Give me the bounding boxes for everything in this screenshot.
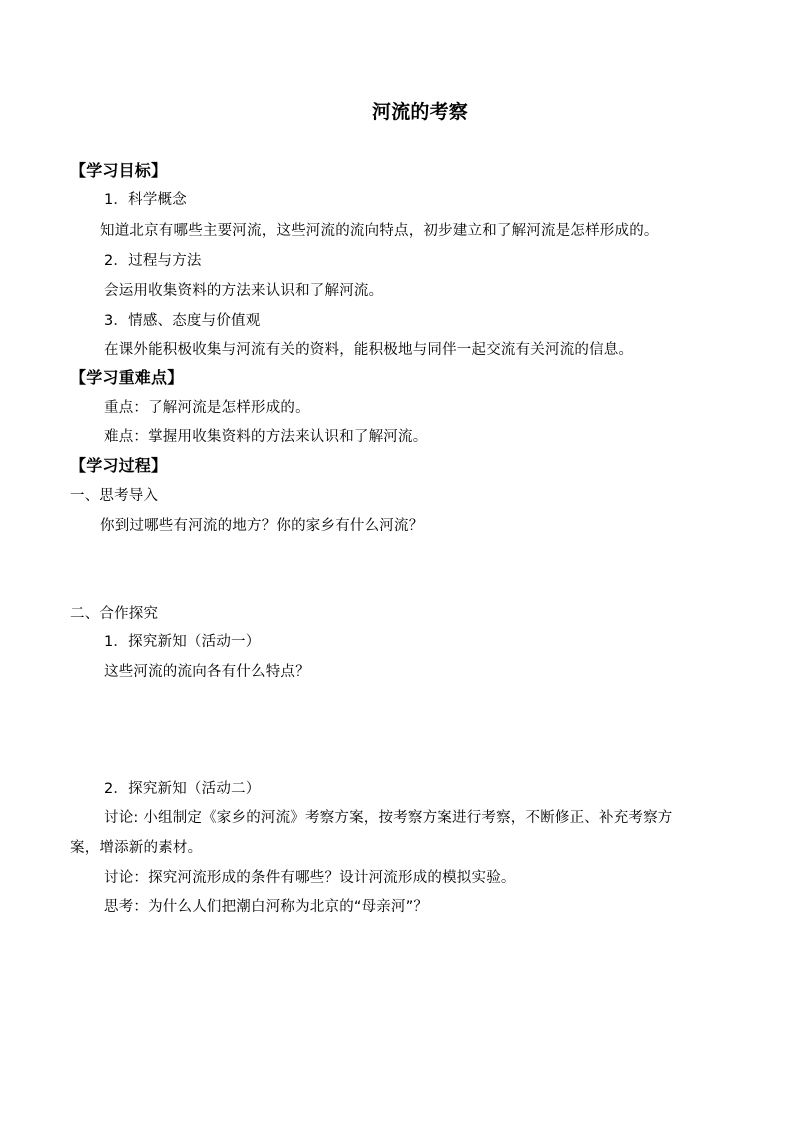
objective-3-text: 在课外能积极收集与河流有关的资料，能积极地与同伴一起交流有关河流的信息。	[104, 342, 634, 358]
part-1-title: 一、思考导入	[70, 488, 159, 504]
objective-2-text: 会运用收集资料的方法来认识和了解河流。	[104, 283, 384, 299]
part-2-title: 二、合作探究	[70, 606, 159, 622]
discussion-1-line-2: 案，增添新的素材。	[70, 840, 203, 856]
activity-1-question: 这些河流的流向各有什么特点？	[104, 664, 310, 680]
process-heading: 【学习过程】	[70, 456, 168, 475]
objective-2-title: 2．过程与方法	[104, 253, 202, 269]
objective-3-title: 3．情感、态度与价值观	[104, 313, 261, 329]
difficulty-text: 难点：掌握用收集资料的方法来认识和了解河流。	[104, 429, 428, 445]
part-1-question: 你到过哪些有河流的地方？你的家乡有什么河流？	[100, 518, 424, 534]
thinking-question: 思考：为什么人们把潮白河称为北京的“母亲河”？	[104, 899, 429, 915]
activity-1-title: 1．探究新知（活动一）	[104, 634, 261, 650]
activity-2-title: 2．探究新知（活动二）	[104, 781, 261, 797]
objectives-heading: 【学习目标】	[70, 161, 168, 180]
discussion-1-line-1: 讨论: 小组制定《家乡的河流》考察方案，按考察方案进行考察，不断修正、补充考察方	[104, 810, 673, 826]
page-title: 河流的考察	[372, 101, 469, 123]
key-point-text: 重点：了解河流是怎样形成的。	[104, 400, 310, 416]
objective-1-title: 1．科学概念	[104, 192, 187, 208]
key-points-heading: 【学习重难点】	[70, 368, 184, 387]
discussion-2: 讨论：探究河流形成的条件有哪些？设计河流形成的模拟实验。	[104, 870, 516, 886]
objective-1-text: 知道北京有哪些主要河流，这些河流的流向特点，初步建立和了解河流是怎样形成的。	[100, 223, 659, 239]
